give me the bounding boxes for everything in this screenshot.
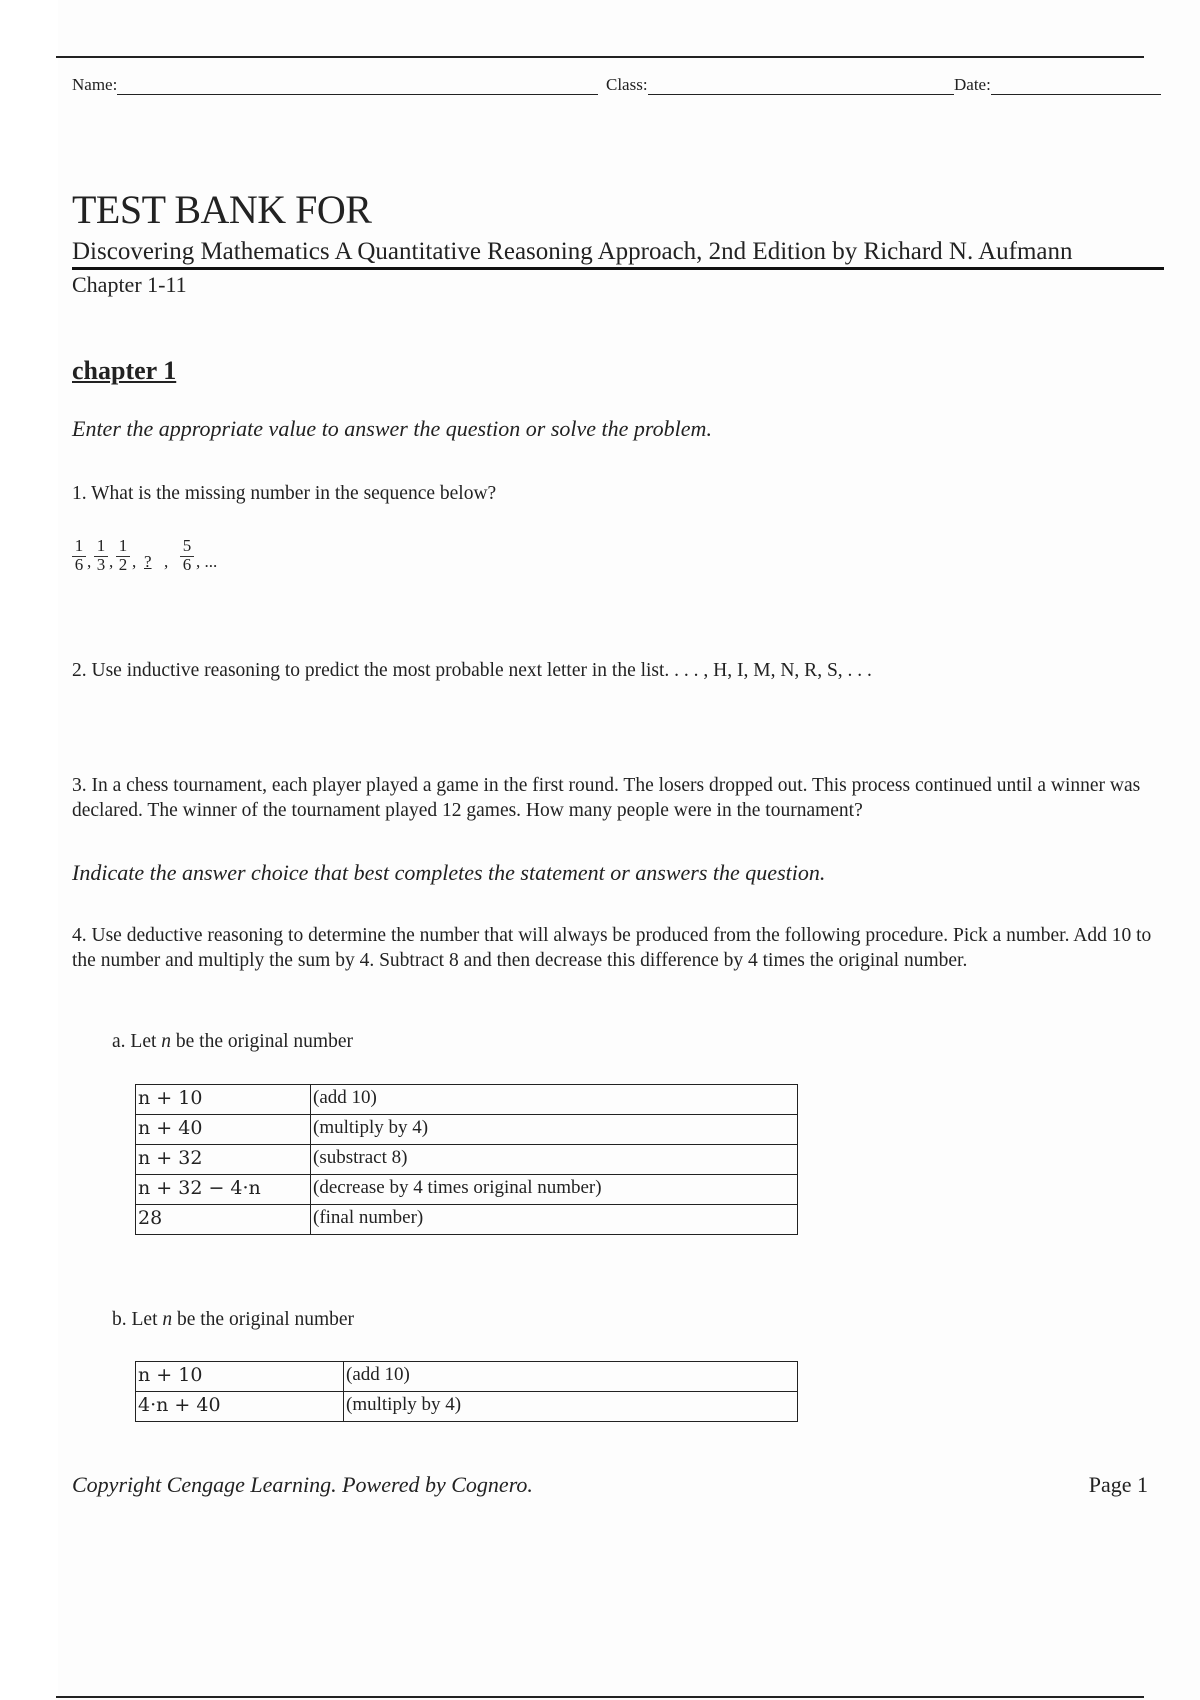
expression-cell: 4·n + 40 [136,1392,344,1422]
sequence-ellipsis: , ... [196,552,218,571]
date-field[interactable] [954,74,1161,95]
note-cell: (substract 8) [311,1145,798,1175]
expression-cell: n + 10 [136,1362,344,1392]
part-b-table [135,1361,798,1422]
expression-cell: n + 32 [136,1145,311,1175]
note-cell: (add 10) [311,1085,798,1115]
question-4: 4. Use deductive reasoning to determine the number that will always be produced from the following procedure. Pick a number. Add 10 to the number and multiply the sum by 4. Subtract 8 and then decrease this difference by 4 times the original number. [72,925,1152,971]
document-subtitle: Discovering Mathematics A Quantitative Reasoning Approach, 2nd Edition by Richard N. Aufmann [72,238,1164,270]
table-row [136,1145,798,1175]
question-1: 1. What is the missing number in the sequence below? [72,483,497,504]
section-instruction-1: Enter the appropriate value to answer the question or solve the problem. [72,416,712,441]
name-label: Name: [72,75,118,94]
expression-cell: 28 [136,1205,311,1235]
expression-cell: n + 10 [136,1085,311,1115]
note-cell: (add 10) [344,1362,798,1392]
question-2: 2. Use inductive reasoning to predict the most probable next letter in the list. . . . , H, I, M, N, R, S, . . . [72,660,872,681]
chapter-heading: chapter 1 [72,356,177,385]
chapter-range: Chapter 1-11 [72,272,187,297]
question-3: 3. In a chess tournament, each player played a game in the first round. The losers dropped out. This process continued until a winner was declared. The winner of the tournament played 12 games. How many people were in the tournament? [72,775,1141,821]
note-cell: (multiply by 4) [344,1392,798,1422]
class-field[interactable] [606,74,954,95]
bottom-rule [56,1696,1144,1698]
note-cell: (final number) [311,1205,798,1235]
part-a-label: a. Let n be the original number [112,1031,353,1052]
missing-blank: ? [144,552,152,571]
section-instruction-2: Indicate the answer choice that best completes the statement or answers the question. [72,860,826,885]
table-row [136,1085,798,1115]
date-line[interactable] [991,74,1161,95]
note-cell: (multiply by 4) [311,1115,798,1145]
part-b-label: b. Let n be the original number [112,1309,355,1330]
class-line[interactable] [648,74,954,95]
name-line[interactable] [117,74,598,95]
document-title: TEST BANK FOR [72,187,372,232]
header-fields [72,74,1168,98]
date-label: Date: [954,75,991,94]
copyright-footer: Copyright Cengage Learning. Powered by Cognero. [72,1472,533,1497]
note-cell: (decrease by 4 times original number) [311,1175,798,1205]
table-row [136,1175,798,1205]
expression-cell: n + 40 [136,1115,311,1145]
name-field[interactable] [72,74,598,95]
part-a-table [135,1084,798,1235]
page-number: Page 1 [1088,1472,1148,1497]
class-label: Class: [606,75,648,94]
table-row [136,1115,798,1145]
expression-cell: n + 32 − 4·n [136,1175,311,1205]
table-row [136,1392,798,1422]
table-row [136,1362,798,1392]
table-row [136,1205,798,1235]
top-rule [56,56,1144,58]
